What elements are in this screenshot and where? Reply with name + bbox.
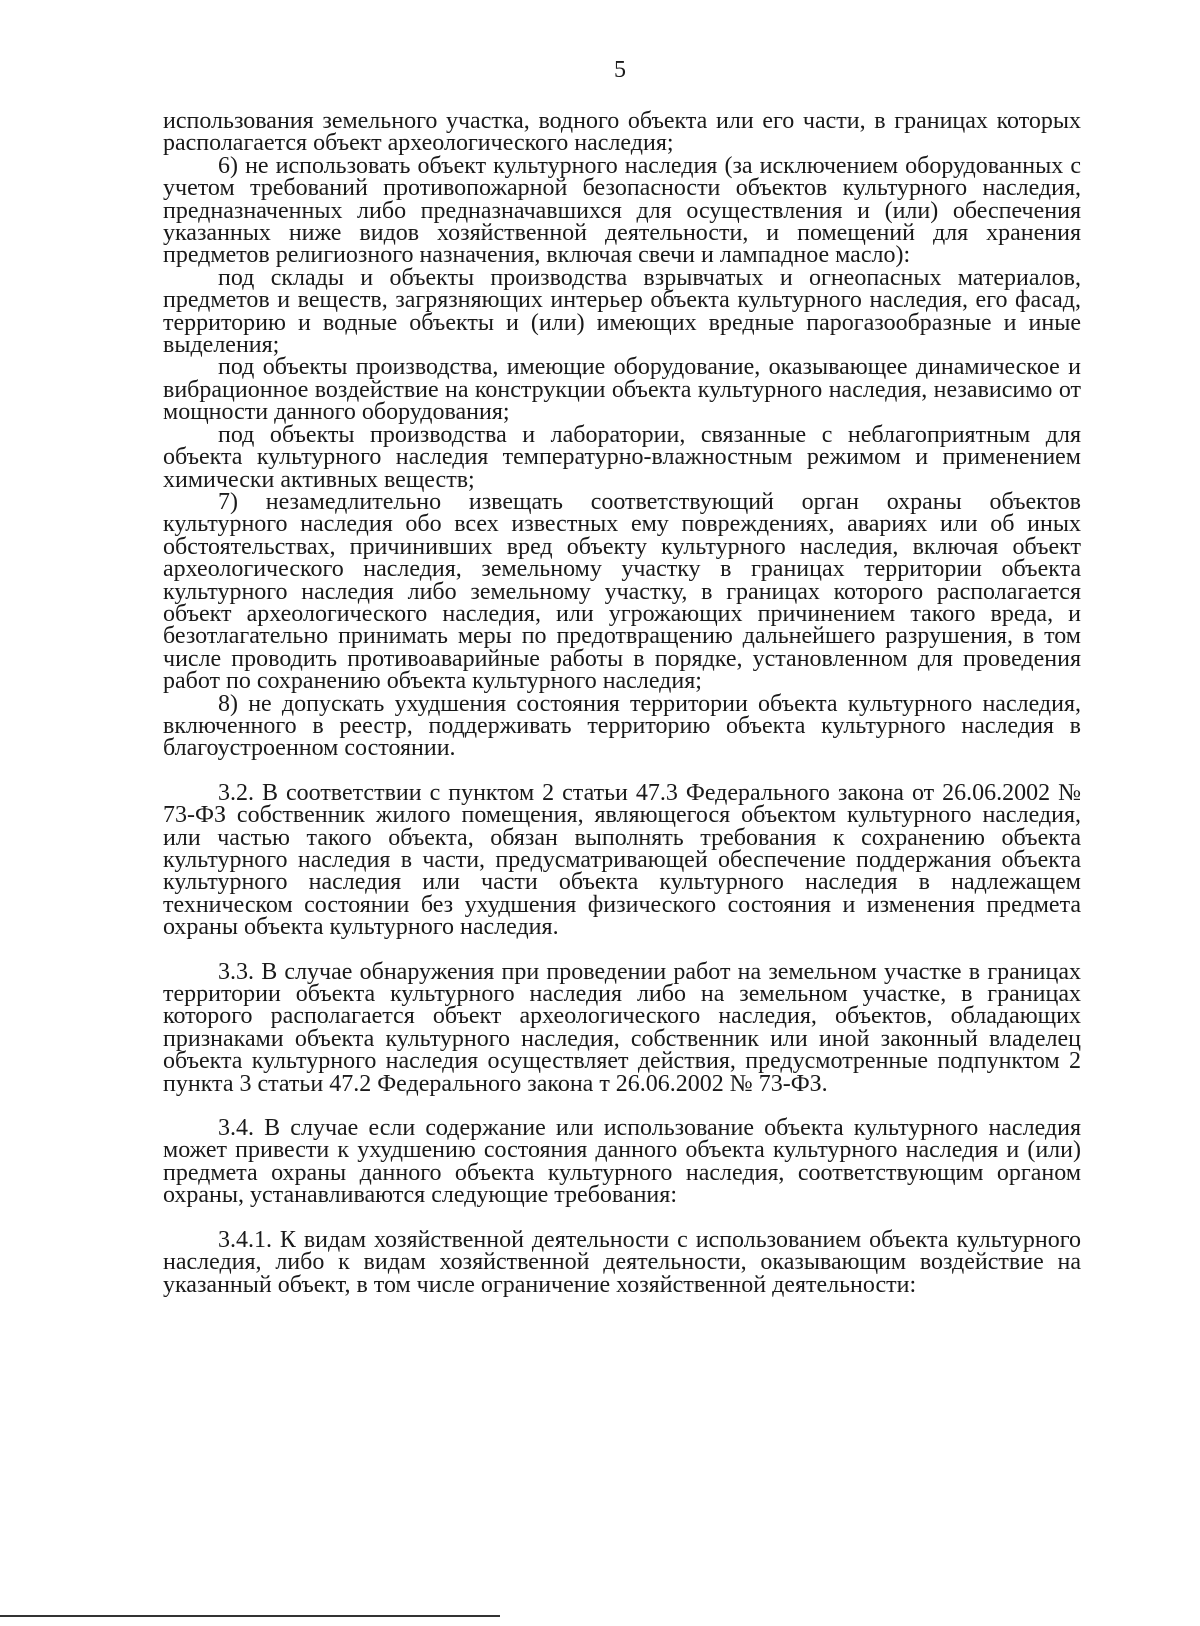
page-number: 5 (614, 57, 626, 83)
obligations-list (163, 110, 1081, 760)
paragraph-continuation: использования земельного участка, водного объекта или его части, в границах которых располагается объект археологического наследия; (163, 108, 1081, 157)
paragraph-production-equipment: под объекты производства, имеющие оборудование, оказывающее динамическое и вибрационное воздействие на конструкции объекта культурного наследия, независимо от мощности данного оборудования; (163, 354, 1081, 426)
paragraph-laboratories: под объекты производства и лаборатории, связанные с неблагоприятным для объекта культурного наследия температурно-влажностным режимом и применением химически активных веществ; (163, 421, 1081, 493)
section-3-4-1: 3.4.1. К видам хозяйственной деятельности с использованием объекта культурного наследия, либо к видам хозяйственной деятельности, оказывающим воздействие на указанный объект, в том числе ограничение хозяйственной деятельности: (163, 1226, 1081, 1298)
section-3-4: 3.4. В случае если содержание или использование объекта культурного наследия может привести к ухудшению состояния данного объекта культурного наследия и (или) предмета охраны данного объекта культурного наследия, соответствующим органом охраны, устанавливаются следующие требования: (163, 1115, 1081, 1209)
document-body (163, 110, 1081, 1296)
paragraph-item-8: 8) не допускать ухудшения состояния территории объекта культурного наследия, включенного в реестр, поддерживать территорию объекта культурного наследия в благоустроенном состоянии. (163, 690, 1081, 762)
paragraph-item-6: 6) не использовать объект культурного наследия (за исключением оборудованных с учетом требований противопожарной безопасности объектов культурного наследия, предназначенных либо предназначавшихся для осуществления и (или) обеспечения указанных ниже видов хозяйственной деятельности, и помещений для хранения предметов религиозного назначения, включая свечи и лампадное масло): (163, 152, 1081, 269)
paragraph-item-7: 7) незамедлительно извещать соответствующий орган охраны объектов культурного наследия обо всех известных ему повреждениях, авариях или об иных обстоятельствах, причинивших вред объекту культурного наследия, включая объект археологического наследия, земельному участку в границах территории объекта культурного наследия либо земельному участку, в границах которого располагается объект археологического наследия, или угрожающих причинением такого вреда, и безотлагательно принимать меры по предотвращению дальнейшего разрушения, в том числе проводить противоаварийные работы в порядке, установленном для проведения работ по сохранению объекта культурного наследия; (163, 488, 1081, 695)
section-3-3: 3.3. В случае обнаружения при проведении работ на земельном участке в границах территории объекта культурного наследия либо на земельном участке, в границах которого располагается объект археологического наследия, объектов, обладающих признаками объекта культурного наследия, собственник или иной законный владелец объекта культурного наследия осуществляет действия, предусмотренные подпунктом 2 пункта 3 статьи 47.2 Федерального закона т 26.06.2002 № 73-ФЗ. (163, 958, 1081, 1097)
sections (163, 779, 1081, 1298)
paragraph-warehouses: под склады и объекты производства взрывчатых и огнеопасных материалов, предметов и веществ, загрязняющих интерьер объекта культурного наследия, его фасад, территорию и водные объекты и (или) имеющих вредные парогазообразные и иные выделения; (163, 264, 1081, 359)
page-bottom-rule (0, 1615, 500, 1617)
section-3-2: 3.2. В соответствии с пунктом 2 статьи 47.3 Федерального закона от 26.06.2002 № 73-ФЗ собственник жилого помещения, являющегося объектом культурного наследия, или частью такого объекта, обязан выполнять требования к сохранению объекта культурного наследия в части, предусматривающей обеспечение поддержания объекта культурного наследия или части объекта культурного наследия в надлежащем техническом состоянии без ухудшения физического состояния и изменения предмета охраны объекта культурного наследия. (163, 779, 1081, 941)
